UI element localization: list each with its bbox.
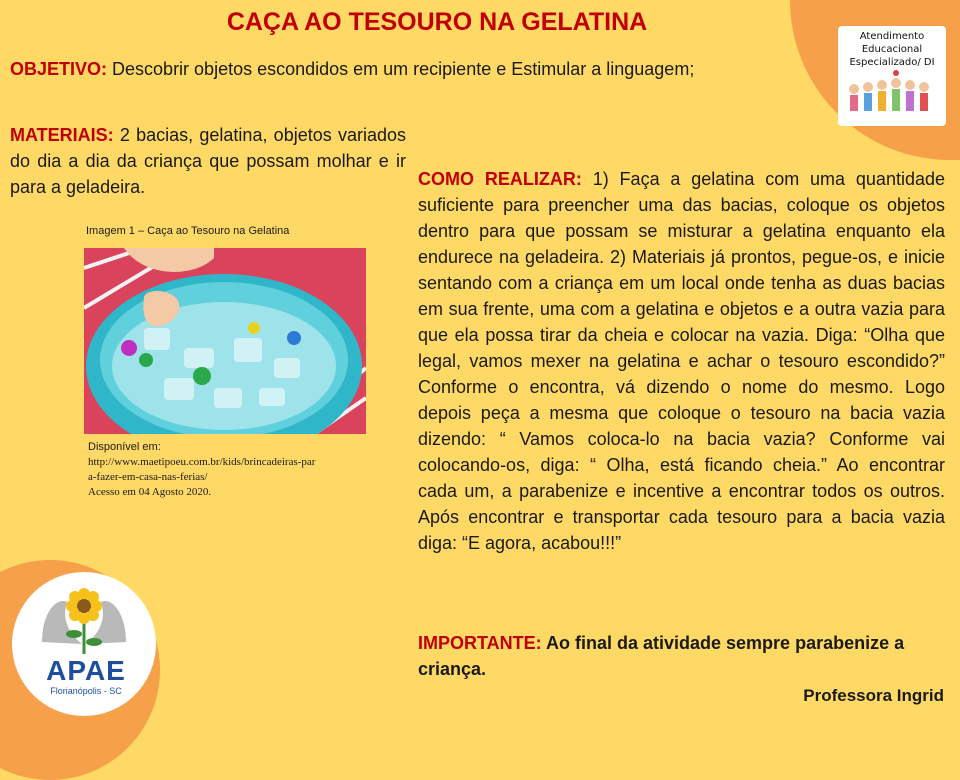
importante-text: Ao final da atividade sempre parabenize a criança.	[418, 633, 905, 679]
materiais-label: MATERIAIS:	[10, 125, 114, 145]
image-caption: Imagem 1 – Caça ao Tesouro na Gelatina	[86, 225, 290, 237]
materiais-text: 2 bacias, gelatina, objetos variados do dia a dia da criança que possam molhar e ir para a geladeira.	[10, 125, 406, 197]
objetivo-text: Descobrir objetos escondidos em um recipiente e Estimular a linguagem;	[112, 59, 695, 79]
materiais-paragraph	[10, 122, 406, 200]
apae-name: APAE	[46, 655, 126, 686]
objetivo-paragraph	[10, 56, 818, 82]
como-realizar-paragraph	[418, 166, 945, 556]
source-url[interactable]: http://www.maetipoeu.com.br/kids/brincadeiras-para-fazer-em-casa-nas-ferias/	[88, 456, 316, 483]
badge-text	[838, 26, 946, 69]
image-source	[88, 440, 318, 500]
importante-paragraph	[418, 630, 945, 682]
source-label: Disponível em:	[88, 441, 161, 453]
author-signature: Professora Ingrid	[803, 686, 944, 705]
apae-flower-hands-icon	[12, 572, 156, 662]
apae-city: Florianópolis - SC	[50, 686, 122, 696]
gelatin-bowl-illustration	[84, 248, 366, 434]
aee-badge	[838, 26, 946, 126]
gelatin-photo	[84, 248, 366, 434]
page-title: CAÇA AO TESOURO NA GELATINA	[226, 8, 648, 36]
como-realizar-text: 1) Faça a gelatina com uma quantidade suficiente para preencher uma das bacias, coloque os objetos dentro para que possam se misturar a gelatina enquanto ela endurece na geladeira. 2) Materiais já prontos, pegue-os, e inicie sentando com a criança em um local onde tenha as duas bacias em sua frente, uma com a gelatina e objetos e a outra vazia para que ela possa tirar da cheia e colocar na vazia. Diga: “Olha que legal, vamos mexer na gelatina e achar o tesouro escondido?” Conforme o encontra, vá dizendo o nome do mesmo. Logo depois peça a mesma que coloque o tesouro na bacia vazia dizendo: “ Vamos coloca-lo na bacia vazia? Conforme vai colocando-os, diga: “ Olha, está ficando cheia.” Ao encontrar cada um, a parabenize e incentive a encontrar todos os outros. Após encontrar e transportar cada tesouro para a bacia vazia diga: “E agora, acabou!!!”	[418, 169, 945, 553]
como-realizar-label: COMO REALIZAR:	[418, 169, 582, 189]
badge-line-1: Atendimento	[859, 31, 925, 42]
objetivo-label: OBJETIVO:	[10, 59, 108, 79]
source-access-date: Acesso em 04 Agosto 2020.	[88, 486, 212, 498]
children-illustration-icon	[842, 69, 942, 123]
importante-label: IMPORTANTE:	[418, 633, 542, 653]
badge-line-3: Especializado/ DI	[849, 57, 935, 68]
badge-line-2: Educacional	[861, 44, 923, 55]
